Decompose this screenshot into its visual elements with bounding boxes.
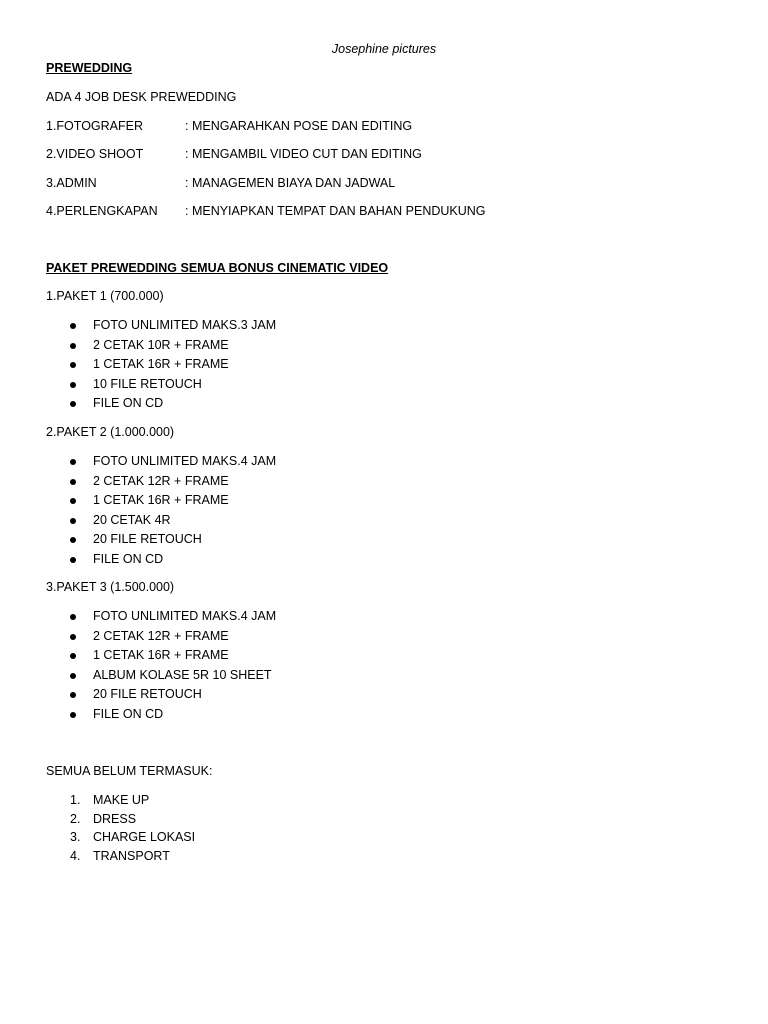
packages-heading: PAKET PREWEDDING SEMUA BONUS CINEMATIC VIDEO [46, 261, 389, 275]
exclusions-heading: SEMUA BELUM TERMASUK: [46, 764, 213, 778]
list-number: 3. [70, 830, 81, 845]
bullet-icon [70, 479, 76, 485]
document-title [0, 42, 768, 56]
list-item-text: 20 FILE RETOUCH [93, 687, 202, 701]
list-number: 2. [70, 811, 81, 826]
bullet-icon [70, 673, 76, 679]
job-desc: : MENYIAPKAN TEMPAT DAN BAHAN PENDUKUNG [185, 204, 486, 218]
bullet-icon [70, 459, 76, 465]
bullet-icon [70, 653, 76, 659]
bullet-icon [70, 382, 76, 388]
list-item-text: 2 CETAK 12R + FRAME [93, 473, 229, 488]
list-item-text: TRANSPORT [93, 849, 170, 864]
list-item-text: 2 CETAK 10R + FRAME [93, 337, 229, 352]
list-item-text: 1 CETAK 16R + FRAME [93, 357, 229, 371]
package-title: 3.PAKET 3 (1.500.000) [46, 580, 175, 594]
list-item-text: 1 CETAK 16R + FRAME [93, 493, 229, 507]
list-number: 1. [70, 793, 81, 807]
job-role: 1.FOTOGRAFER [46, 119, 144, 133]
bullet-icon [70, 362, 76, 368]
list-item-text: 1 CETAK 16R + FRAME [93, 648, 229, 662]
document-title-text: Josephine pictures [331, 42, 437, 56]
bullet-icon [70, 557, 76, 563]
intro-line: ADA 4 JOB DESK PREWEDDING [46, 90, 237, 104]
package-title: 2.PAKET 2 (1.000.000) [46, 425, 175, 439]
bullet-icon [70, 323, 76, 329]
list-item-text: FOTO UNLIMITED MAKS.3 JAM [93, 318, 277, 332]
list-item-text: 10 FILE RETOUCH [93, 376, 202, 391]
bullet-icon [70, 343, 76, 349]
job-desc: : MENGARAHKAN POSE DAN EDITING [185, 119, 413, 133]
job-role: 4.PERLENGKAPAN [46, 204, 158, 218]
job-role: 2.VIDEO SHOOT [46, 147, 144, 161]
job-desc: : MANAGEMEN BIAYA DAN JADWAL [185, 176, 396, 190]
list-item-text: 2 CETAK 12R + FRAME [93, 628, 229, 643]
bullet-icon [70, 518, 76, 524]
list-item-text: MAKE UP [93, 793, 150, 807]
bullet-icon [70, 712, 76, 718]
bullet-icon [70, 498, 76, 504]
list-item-text: FOTO UNLIMITED MAKS.4 JAM [93, 454, 277, 468]
list-number: 4. [70, 849, 81, 864]
list-item-text: FILE ON CD [93, 396, 164, 410]
list-item-text: 20 FILE RETOUCH [93, 532, 202, 546]
list-item-text: FOTO UNLIMITED MAKS.4 JAM [93, 609, 277, 623]
bullet-icon [70, 537, 76, 543]
bullet-icon [70, 692, 76, 698]
bullet-icon [70, 634, 76, 640]
prewedding-heading: PREWEDDING [46, 61, 133, 75]
bullet-icon [70, 401, 76, 407]
list-item-text: FILE ON CD [93, 706, 164, 721]
list-item-text: DRESS [93, 811, 137, 826]
list-item-text: FILE ON CD [93, 551, 164, 566]
job-desc: : MENGAMBIL VIDEO CUT DAN EDITING [185, 147, 422, 161]
bullet-icon [70, 614, 76, 620]
package-title: 1.PAKET 1 (700.000) [46, 289, 164, 303]
job-role: 3.ADMIN [46, 176, 97, 190]
list-item-text: ALBUM KOLASE 5R 10 SHEET [93, 667, 272, 682]
list-item-text: CHARGE LOKASI [93, 830, 196, 845]
list-item-text: 20 CETAK 4R [93, 512, 171, 527]
